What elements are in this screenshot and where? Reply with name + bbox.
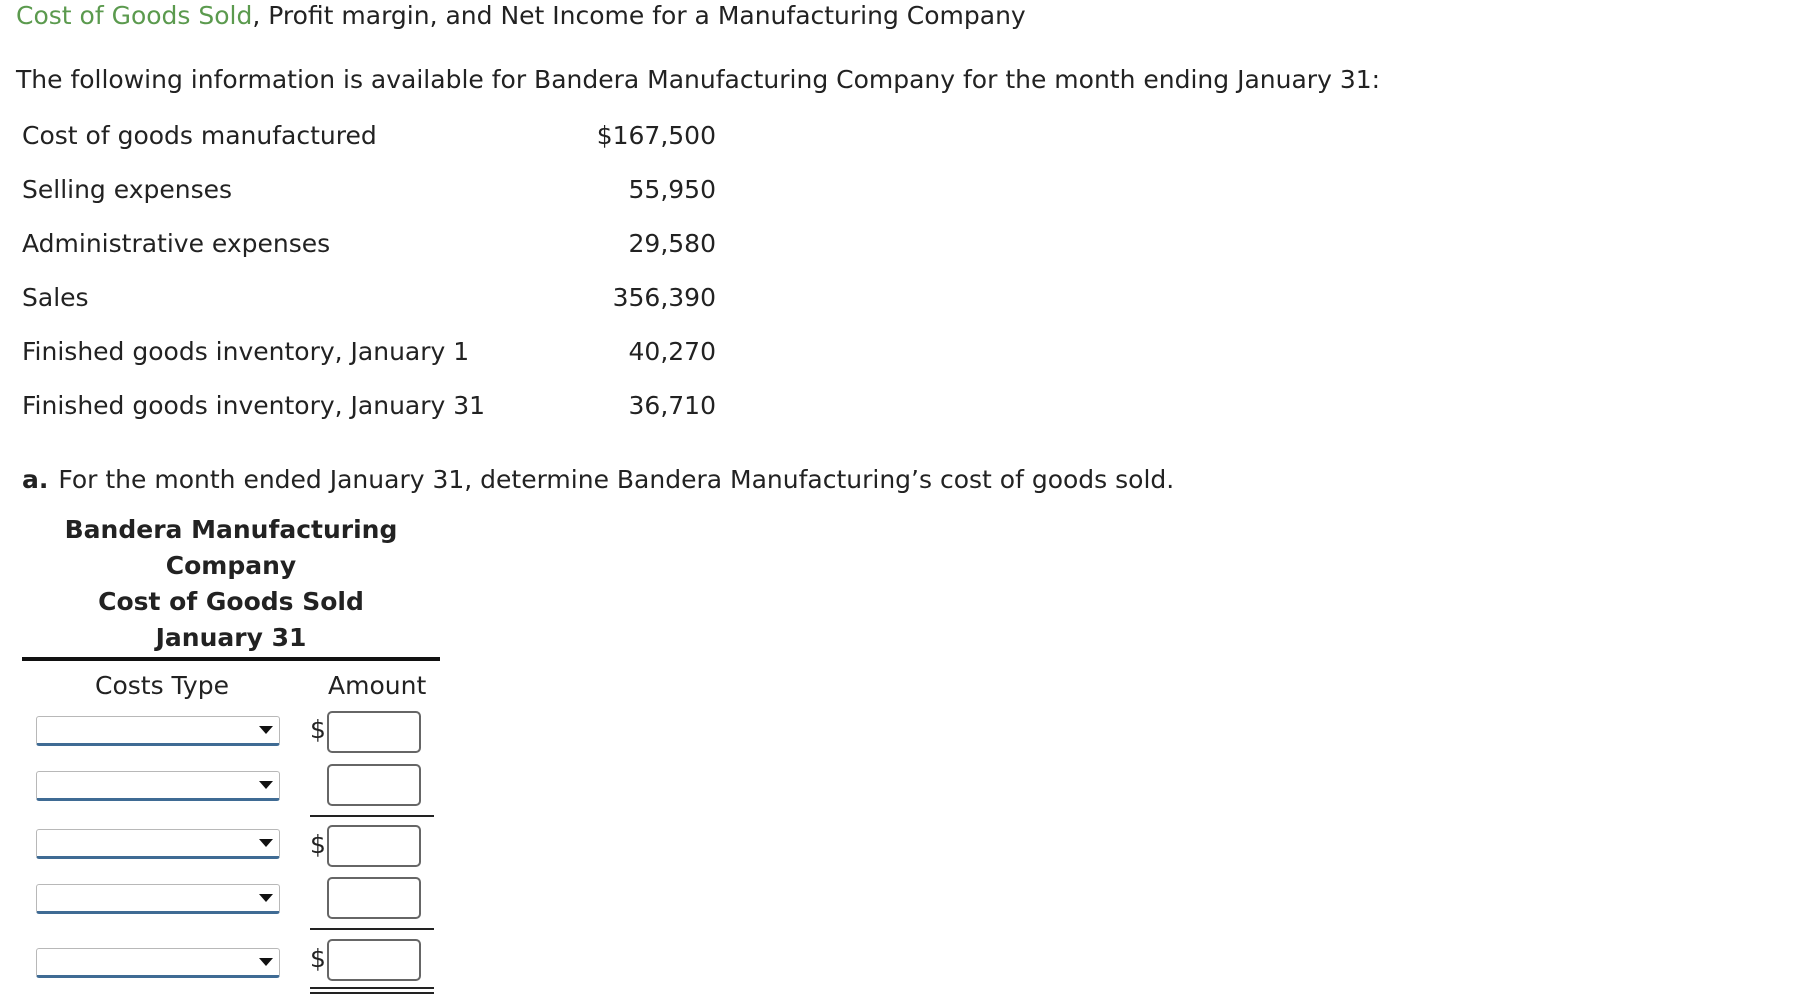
question-label: a.: [22, 465, 49, 494]
info-label: Cost of goods manufactured: [22, 121, 377, 150]
statement-header-rule: [22, 657, 440, 661]
total-double-rule: [310, 987, 434, 994]
info-value: 29,580: [628, 229, 716, 258]
subtotal-rule: [310, 815, 434, 817]
info-label: Finished goods inventory, January 31: [22, 391, 486, 420]
info-label: Administrative expenses: [22, 229, 331, 258]
intro-text: The following information is available for Bandera Manufacturing Company for the month ending January 31:: [16, 65, 1381, 94]
costs-type-select-3[interactable]: [36, 829, 280, 859]
info-row: [22, 280, 716, 334]
page-title: [16, 0, 1026, 32]
info-value: 40,270: [628, 337, 716, 366]
dropdown-arrow-icon: [259, 781, 273, 789]
amount-input-5[interactable]: [327, 939, 421, 981]
statement-date: January 31: [155, 623, 307, 652]
dollar-sign: $: [310, 715, 326, 744]
info-value: 356,390: [612, 283, 716, 312]
info-value: $167,500: [596, 121, 716, 150]
dollar-sign: $: [310, 944, 326, 973]
info-row: [22, 388, 716, 442]
column-header-amount: Amount: [328, 671, 427, 700]
page-title-rest: , Profit margin, and Net Income for a Manufacturing Company: [252, 1, 1026, 30]
amount-input-1[interactable]: [327, 711, 421, 753]
dollar-sign: $: [310, 830, 326, 859]
statement-header: [22, 512, 440, 656]
costs-type-select-2[interactable]: [36, 771, 280, 801]
info-label: Finished goods inventory, January 1: [22, 337, 470, 366]
info-label: Selling expenses: [22, 175, 233, 204]
info-row: [22, 172, 716, 226]
amount-input-4[interactable]: [327, 877, 421, 919]
info-value: 36,710: [628, 391, 716, 420]
info-row: [22, 226, 716, 280]
costs-type-select-5[interactable]: [36, 948, 280, 978]
cost-of-goods-sold-link[interactable]: Cost of Goods Sold: [16, 1, 253, 30]
subtotal-rule: [310, 928, 434, 930]
statement-company-line1: Bandera Manufacturing: [64, 515, 398, 544]
info-row: [22, 334, 716, 388]
dropdown-arrow-icon: [259, 958, 273, 966]
dropdown-arrow-icon: [259, 839, 273, 847]
amount-input-3[interactable]: [327, 825, 421, 867]
statement-name: Cost of Goods Sold: [98, 587, 364, 616]
info-table: [22, 118, 716, 442]
info-row: [22, 118, 716, 172]
statement-company-line2: Company: [165, 551, 297, 580]
dropdown-arrow-icon: [259, 726, 273, 734]
costs-type-select-1[interactable]: [36, 716, 280, 746]
dropdown-arrow-icon: [259, 894, 273, 902]
question-text: For the month ended January 31, determine Bandera Manufacturing’s cost of goods sold.: [58, 465, 1175, 494]
info-label: Sales: [22, 283, 89, 312]
costs-type-select-4[interactable]: [36, 884, 280, 914]
question-a: [22, 464, 1174, 496]
info-value: 55,950: [628, 175, 716, 204]
column-header-costs-type: Costs Type: [95, 671, 229, 700]
amount-input-2[interactable]: [327, 764, 421, 806]
